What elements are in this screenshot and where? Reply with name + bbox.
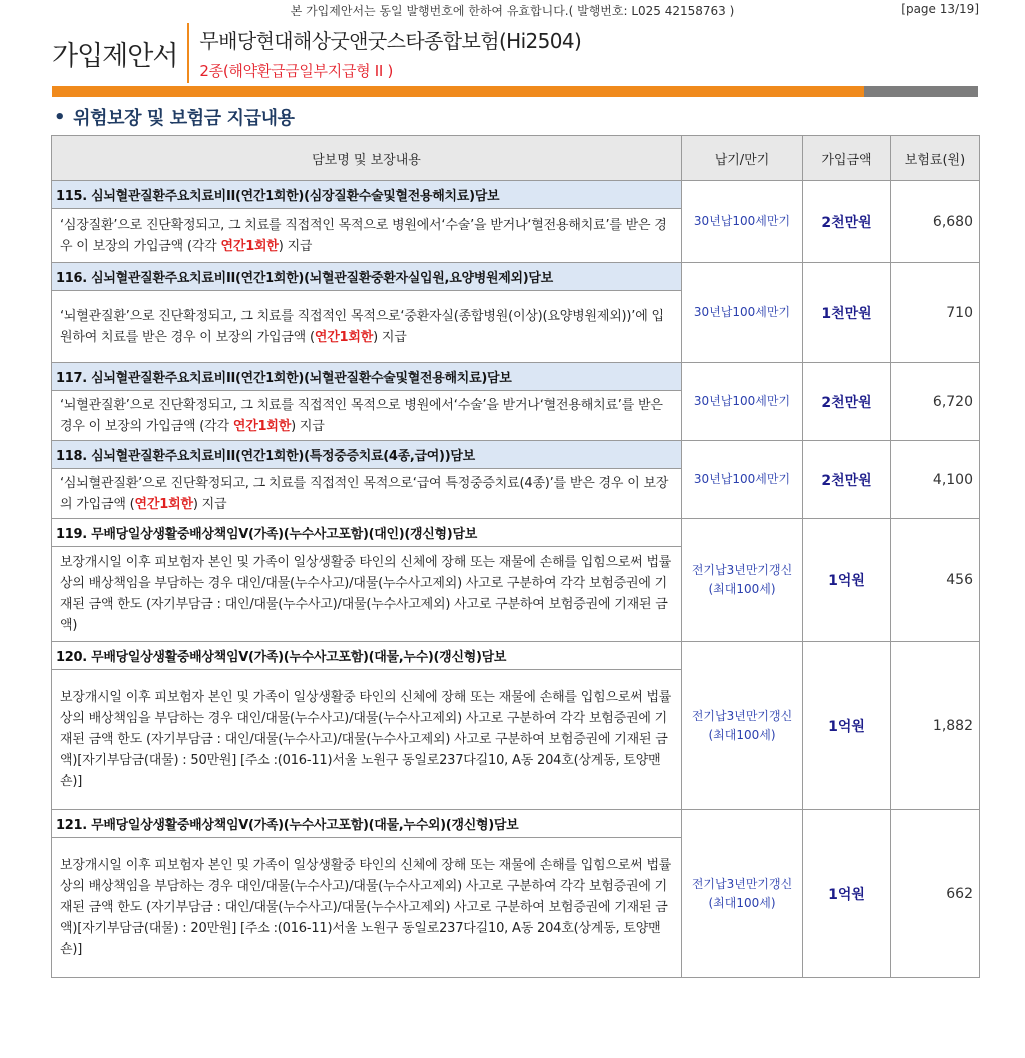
product-name: 무배당현대해상굿앤굿스타종합보험(Hi2504): [199, 29, 582, 53]
document-kind: 가입제안서: [52, 40, 178, 72]
description-tail: ) 지급: [278, 238, 313, 254]
description-text: 보장개시일 이후 피보험자 본인 및 가족이 일상생활중 타인의 신체에 장해 또는 재물에 손해를 입힘으로써 법률상의 배상책임을 부담하는 경우 대인/대물(누수사고)/대물(누수사고제외) 사고로 구분하여 각각 보험증권에 기재된 금액 한도 (자기부담금 : 대인/대물(누수사고)/대물(누수사고제외) 사고로 구분하여 보험증권에 기재된 금액)[자기부담금(대물) : 20만원] [주소 :(016-11)서울 노원구 동일로237다길10, A동 204호(상계동, 토양맨숀)]: [60, 858, 672, 957]
section-heading: [54, 104, 295, 130]
premium-cell: 710: [891, 263, 980, 363]
premium-cell: 1,882: [891, 642, 980, 810]
coverage-name: 117. 심뇌혈관질환주요치료비II(연간1회한)(뇌혈관질환수술및혈전용해치료)담보: [52, 363, 682, 391]
coverage-description: [52, 670, 682, 810]
col-header-premium: 보험료(원): [891, 136, 980, 181]
term-cell: 30년납100세만기: [682, 263, 803, 363]
coverage-name: 119. 무배당일상생활중배상책임V(가족)(누수사고포함)(대인)(갱신형)담보: [52, 519, 682, 547]
amount-cell: 2천만원: [803, 441, 891, 519]
amount-cell: 2천만원: [803, 363, 891, 441]
coverage-description: [52, 291, 682, 363]
table-row: [52, 363, 980, 391]
col-header-term: 납기/만기: [682, 136, 803, 181]
description-tail: ) 지급: [373, 329, 407, 345]
coverage-table: [51, 135, 980, 978]
table-row: [52, 810, 980, 838]
issue-notice: 본 가입제안서는 동일 발행번호에 한하여 유효합니다.( 발행번호: L025 42158763 ): [290, 4, 735, 18]
description-tail: ) 지급: [291, 418, 325, 434]
amount-cell: 1천만원: [803, 263, 891, 363]
coverage-name: 121. 무배당일상생활중배상책임V(가족)(누수사고포함)(대물,누수외)(갱신형)담보: [52, 810, 682, 838]
description-text: 보장개시일 이후 피보험자 본인 및 가족이 일상생활중 타인의 신체에 장해 또는 재물에 손해를 입힘으로써 법률상의 배상책임을 부담하는 경우 대인/대물(누수사고)/대물(누수사고제외) 사고로 구분하여 각각 보험증권에 기재된 금액 한도 (자기부담금 : 대인/대물(누수사고)/대물(누수사고제외) 사고로 구분하여 보험증권에 기재된 금액)[자기부담금(대물) : 50만원] [주소 :(016-11)서울 노원구 동일로237다길10, A동 204호(상계동, 토양맨숀)]: [60, 690, 672, 789]
col-header-amount: 가입금액: [803, 136, 891, 181]
table-row: [52, 181, 980, 209]
table-row: [52, 441, 980, 469]
amount-cell: 1억원: [803, 519, 891, 642]
premium-cell: 4,100: [891, 441, 980, 519]
coverage-name: 116. 심뇌혈관질환주요치료비II(연간1회한)(뇌혈관질환중환자실입원,요양병원제외)담보: [52, 263, 682, 291]
table-row: [52, 263, 980, 291]
coverage-description: [52, 209, 682, 263]
table-header-row: [52, 136, 980, 181]
limit-highlight: 연간1회한: [220, 238, 279, 254]
coverage-description: [52, 838, 682, 978]
coverage-name: 118. 심뇌혈관질환주요치료비II(연간1회한)(특정중증치료(4종,급여))담보: [52, 441, 682, 469]
term-cell: 전기납3년만기갱신(최대100세): [682, 810, 803, 978]
header-band-orange: [52, 86, 864, 97]
coverage-name: 115. 심뇌혈관질환주요치료비II(연간1회한)(심장질환수술및혈전용해치료)담보: [52, 181, 682, 209]
term-cell: 30년납100세만기: [682, 363, 803, 441]
product-subtype: 2종(해약환급금일부지급형 II ): [199, 62, 394, 80]
header-band-gray: [864, 86, 978, 97]
limit-highlight: 연간1회한: [232, 418, 292, 434]
premium-cell: 456: [891, 519, 980, 642]
amount-cell: 1억원: [803, 810, 891, 978]
term-cell: 전기납3년만기갱신(최대100세): [682, 519, 803, 642]
header-band: [52, 86, 978, 97]
description-text: ‘뇌혈관질환’으로 진단확정되고, 그 치료를 직접적인 목적으로 병원에서‘수술’을 받거나‘혈전용해치료’를 받은 경우 이 보장의 가입금액 (각각: [60, 397, 663, 434]
term-cell: 전기납3년만기갱신(최대100세): [682, 642, 803, 810]
description-text: ‘심뇌혈관질환’으로 진단확정되고, 그 치료를 직접적인 목적으로‘급여 특정중증치료(4종)’를 받은 경우 이 보장의 가입금액 (: [60, 475, 669, 512]
premium-cell: 6,720: [891, 363, 980, 441]
amount-cell: 2천만원: [803, 181, 891, 263]
coverage-description: [52, 391, 682, 441]
document-header: [52, 22, 581, 84]
coverage-description: [52, 469, 682, 519]
page-number: [page 13/19]: [901, 2, 979, 16]
description-tail: ) 지급: [192, 496, 227, 512]
description-text: 보장개시일 이후 피보험자 본인 및 가족이 일상생활중 타인의 신체에 장해 또는 재물에 손해를 입힘으로써 법률상의 배상책임을 부담하는 경우 대인/대물(누수사고)/대물(누수사고제외) 사고로 구분하여 각각 보험증권에 기재된 금액 한도 (자기부담금 : 대인/대물(누수사고)/대물(누수사고제외) 사고로 구분하여 보험증권에 기재된 금액): [60, 555, 672, 633]
table-row: [52, 642, 980, 670]
limit-highlight: 연간1회한: [314, 329, 374, 345]
amount-cell: 1억원: [803, 642, 891, 810]
coverage-name: 120. 무배당일상생활중배상책임V(가족)(누수사고포함)(대물,누수)(갱신형)담보: [52, 642, 682, 670]
limit-highlight: 연간1회한: [134, 496, 193, 512]
term-cell: 30년납100세만기: [682, 441, 803, 519]
bullet-icon: •: [54, 106, 66, 128]
section-title: 위험보장 및 보험금 지급내용: [73, 108, 295, 129]
premium-cell: 662: [891, 810, 980, 978]
description-text: ‘뇌혈관질환’으로 진단확정되고, 그 치료를 직접적인 목적으로‘중환자실(종합병원(이상)(요양병원제외))’에 입원하여 치료를 받은 경우 이 보장의 가입금액 (: [60, 308, 664, 345]
description-text: ‘심장질환’으로 진단확정되고, 그 치료를 직접적인 목적으로 병원에서‘수술’을 받거나‘혈전용해치료’를 받은 경우 이 보장의 가입금액 (각각: [60, 217, 667, 254]
premium-cell: 6,680: [891, 181, 980, 263]
product-titles: [199, 25, 581, 81]
table-row: [52, 519, 980, 547]
col-header-coverage: 담보명 및 보장내용: [52, 136, 682, 181]
term-cell: 30년납100세만기: [682, 181, 803, 263]
header-divider: [187, 23, 189, 83]
coverage-description: [52, 547, 682, 642]
